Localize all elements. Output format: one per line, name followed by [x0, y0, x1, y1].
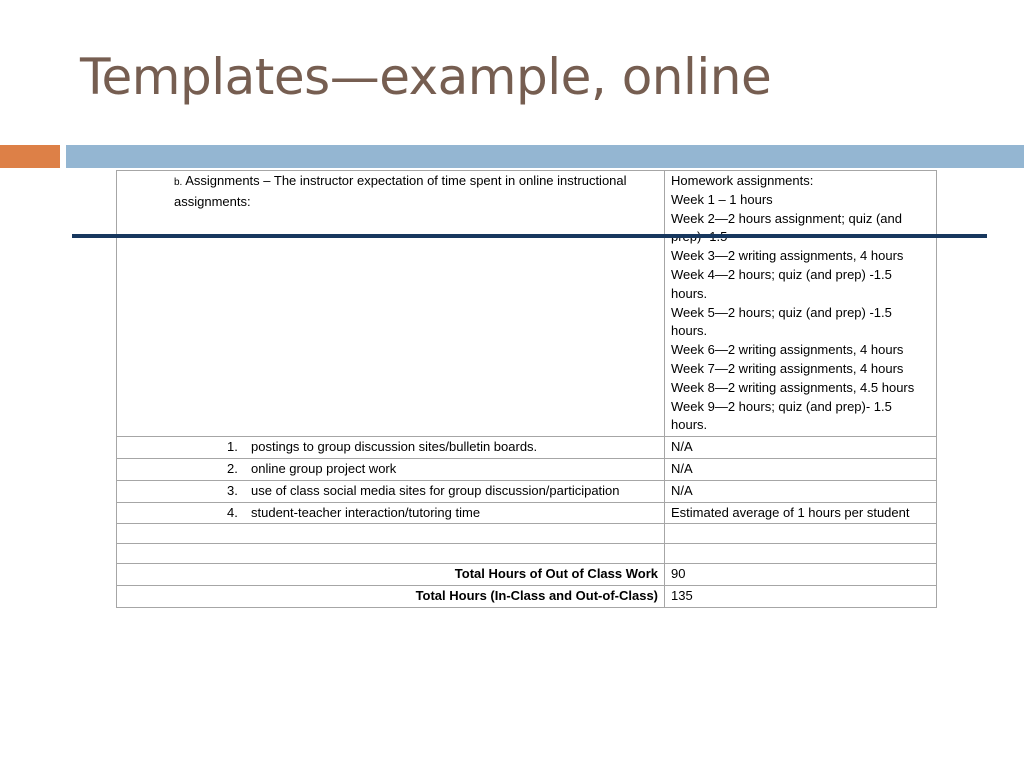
- item-label: student-teacher interaction/tutoring time: [251, 504, 481, 520]
- total-value: 90: [665, 564, 937, 586]
- item-value: N/A: [665, 437, 937, 459]
- homework-heading: Homework assignments:: [671, 173, 814, 188]
- table-row: [117, 171, 937, 437]
- item-label: online group project work: [251, 460, 397, 476]
- divider-rule: [72, 234, 987, 238]
- table-row: [117, 502, 937, 524]
- item-label-cell: [117, 502, 665, 524]
- homework-cell: [665, 171, 937, 437]
- item-label-cell: [117, 437, 665, 459]
- table-row: [117, 458, 937, 480]
- slide-title: Templates—example, online: [80, 48, 772, 106]
- total-label: Total Hours (In-Class and Out-of-Class): [117, 586, 665, 608]
- total-value: 135: [665, 586, 937, 608]
- item-label: use of class social media sites for group discussion/participation: [251, 482, 620, 498]
- homework-week: Week 7—2 writing assignments, 4 hours: [671, 360, 904, 376]
- item-label-cell: [117, 480, 665, 502]
- item-value: N/A: [665, 458, 937, 480]
- item-label-cell: [117, 458, 665, 480]
- item-number: 3.: [227, 482, 238, 498]
- assignments-description-cell: [117, 171, 665, 437]
- homework-week: Week 6—2 writing assignments, 4 hours: [671, 342, 904, 358]
- item-number: 1.: [227, 439, 238, 455]
- item-value: N/A: [665, 480, 937, 502]
- accent-band-orange: [0, 145, 60, 168]
- total-label: Total Hours of Out of Class Work: [117, 564, 665, 586]
- item-label: postings to group discussion sites/bulletin boards.: [251, 439, 538, 455]
- homework-week: Week 8—2 writing assignments, 4.5 hours: [671, 379, 915, 395]
- accent-band-blue: [66, 145, 1024, 168]
- item-value: Estimated average of 1 hours per student: [665, 502, 937, 524]
- assignments-prefix: b.: [174, 177, 183, 188]
- homework-week: Week 1 – 1 hours: [671, 191, 773, 207]
- homework-week: Week 2—2 hours assignment; quiz (and: [671, 210, 902, 226]
- table-row: [117, 480, 937, 502]
- table-row-empty: [117, 544, 937, 564]
- empty-cell: [665, 524, 937, 544]
- table-row-empty: [117, 524, 937, 544]
- item-number: 2.: [227, 460, 238, 476]
- empty-cell: [117, 544, 665, 564]
- homework-week: Week 5—2 hours; quiz (and prep) -1.5 hours.: [671, 304, 892, 339]
- homework-week: Week 4—2 hours; quiz (and prep) -1.5 hours.: [671, 266, 892, 301]
- table-row: [117, 564, 937, 586]
- empty-cell: [117, 524, 665, 544]
- homework-week: Week 9—2 hours; quiz (and prep)- 1.5 hours.: [671, 398, 892, 433]
- table-row: [117, 586, 937, 608]
- assignments-description: Assignments – The instructor expectation of time spent in online instructional assignments:: [174, 173, 627, 209]
- homework-week: Week 3—2 writing assignments, 4 hours: [671, 248, 904, 264]
- empty-cell: [665, 544, 937, 564]
- table-row: [117, 437, 937, 459]
- item-number: 4.: [227, 504, 238, 520]
